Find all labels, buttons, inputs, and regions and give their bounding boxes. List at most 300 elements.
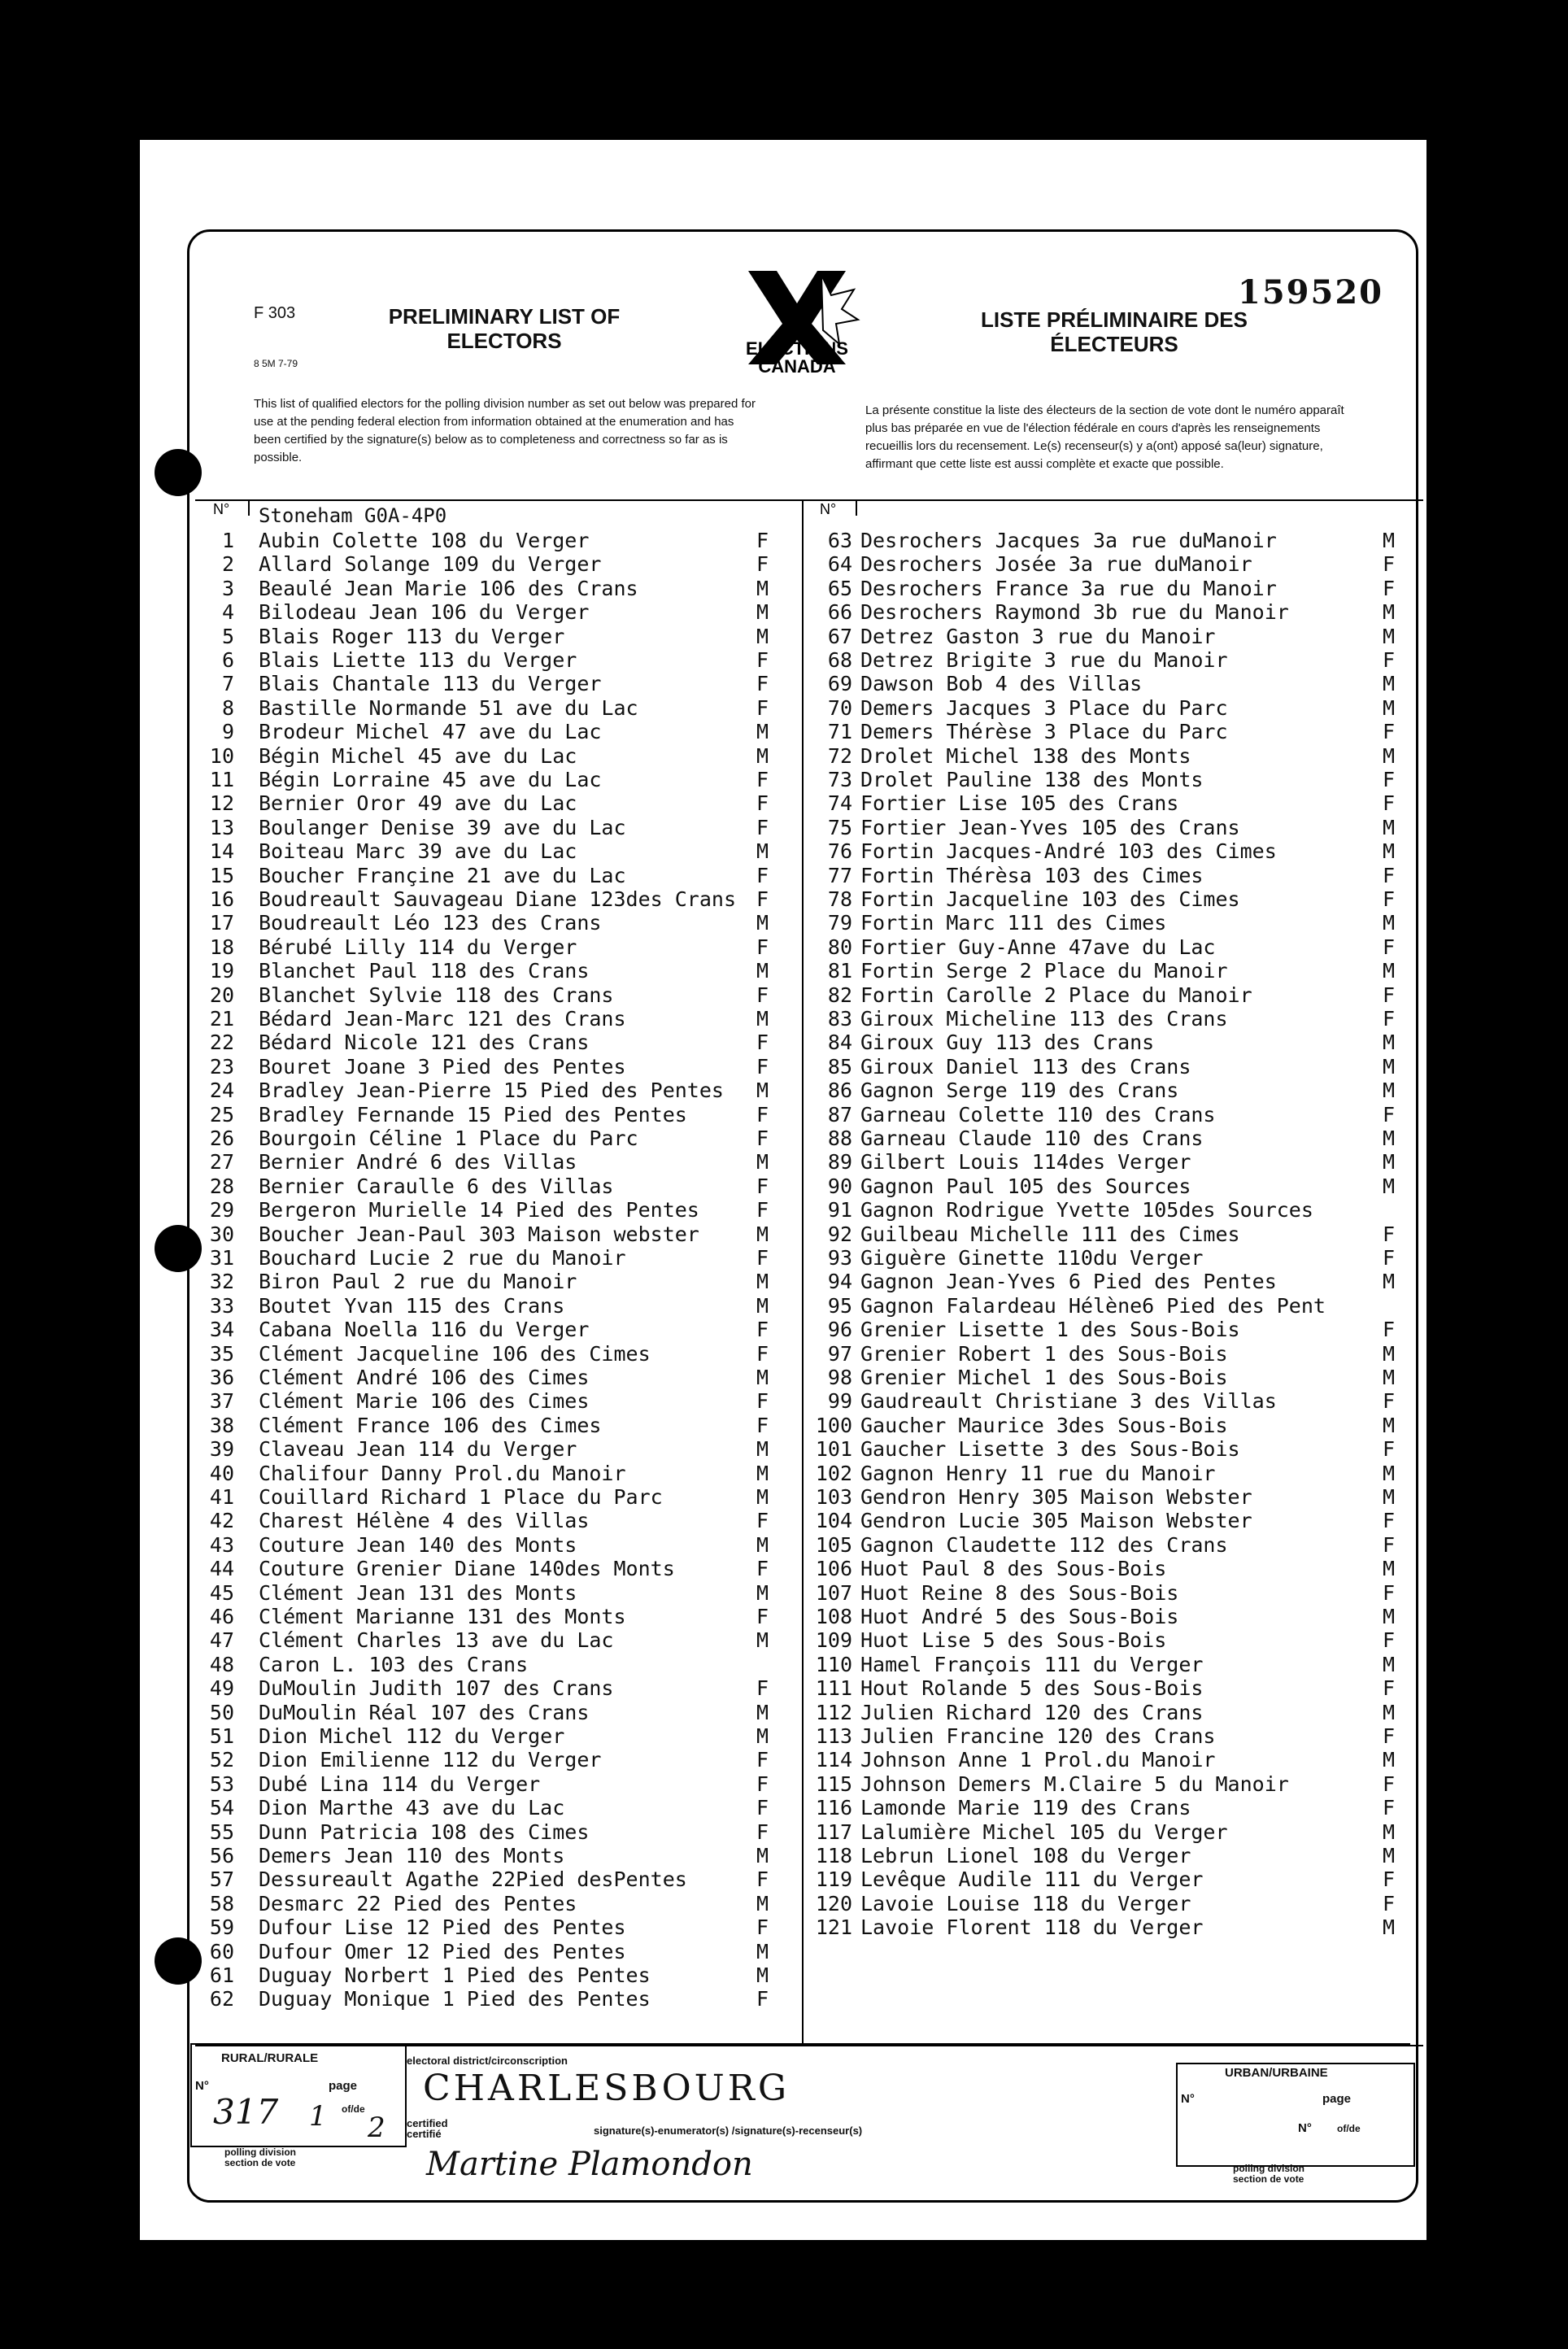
elector-name-address: Bastille Normande 51 ave du Lac xyxy=(259,695,638,720)
elector-number: 103 xyxy=(815,1485,852,1509)
elector-name-address: Fortier Jean-Yves 105 des Crans xyxy=(860,815,1240,839)
elector-number: 93 xyxy=(827,1246,852,1270)
elector-name-address: Julien Richard 120 des Crans xyxy=(860,1700,1204,1724)
elector-number: 49 xyxy=(209,1676,234,1701)
rural-of-label: of/de xyxy=(342,2103,365,2115)
elector-name-address: Lalumière Michel 105 du Verger xyxy=(860,1819,1228,1844)
elector-name-address: Desrochers Josée 3a rue duManoir xyxy=(860,552,1252,577)
elector-name-address: Bouret Joane 3 Pied des Pentes xyxy=(259,1054,626,1079)
elector-name-address: Giroux Daniel 113 des Crans xyxy=(860,1054,1191,1079)
elector-number: 10 xyxy=(209,743,234,768)
elector-sex: F xyxy=(1383,1891,1396,1915)
elector-number: 34 xyxy=(209,1318,234,1342)
signature-label: signature(s)-enumerator(s) /signature(s)-recenseur(s) xyxy=(594,2125,863,2137)
elector-number: 6 xyxy=(221,648,234,672)
elector-sex: M xyxy=(1383,1461,1396,1485)
elector-number: 76 xyxy=(827,839,852,864)
elector-name-address: Charest Hélène 4 des Villas xyxy=(259,1509,590,1533)
elector-number: 29 xyxy=(209,1198,234,1222)
elector-number: 121 xyxy=(815,1915,852,1940)
polling-division-label: polling division section de vote xyxy=(224,2146,296,2168)
elector-number: 63 xyxy=(827,529,852,552)
elector-number: 48 xyxy=(209,1652,234,1676)
elector-name-address: Desrochers France 3a rue du Manoir xyxy=(860,576,1277,600)
elector-name-address: Clément Charles 13 ave du Lac xyxy=(259,1628,614,1653)
elector-number: 31 xyxy=(209,1246,234,1270)
elector-sex: F xyxy=(1383,1724,1396,1748)
elector-number: 43 xyxy=(209,1532,234,1557)
elector-name-address: Guilbeau Michelle 111 des Cimes xyxy=(860,1222,1240,1246)
elector-name-address: Gendron Henry 305 Maison Webster xyxy=(860,1485,1252,1509)
elector-name-address: Garneau Colette 110 des Crans xyxy=(860,1102,1216,1127)
elector-sex: M xyxy=(756,1293,769,1318)
elector-name-address: Bouchard Lucie 2 rue du Manoir xyxy=(259,1246,626,1270)
elector-sex: F xyxy=(756,1915,769,1940)
elector-name-address: Drolet Pauline 138 des Monts xyxy=(860,768,1204,791)
elector-sex: F xyxy=(756,529,769,552)
elector-number: 82 xyxy=(827,983,852,1007)
elector-name-address: Detrez Gaston 3 rue du Manoir xyxy=(860,624,1216,648)
elector-name-address: Clément Jacqueline 106 des Cimes xyxy=(259,1341,651,1366)
elector-number: 75 xyxy=(827,815,852,839)
elector-name-address: Johnson Demers M.Claire 5 du Manoir xyxy=(860,1772,1289,1796)
elector-name-address: Lamonde Marie 119 des Crans xyxy=(860,1796,1191,1820)
title-french: LISTE PRÉLIMINAIRE DES ÉLECTEURS xyxy=(981,307,1248,356)
elector-number: 67 xyxy=(827,624,852,648)
elector-sex: M xyxy=(756,1963,769,1987)
elector-name-address: Johnson Anne 1 Prol.du Manoir xyxy=(860,1748,1216,1772)
place-heading: Stoneham G0A-4P0 xyxy=(259,504,447,527)
elector-name-address: Fortier Lise 105 des Crans xyxy=(860,791,1179,816)
elector-name-address: Blais Liette 113 du Verger xyxy=(259,648,577,672)
elector-sex: F xyxy=(1383,1437,1396,1462)
elector-name-address: Grenier Michel 1 des Sous-Bois xyxy=(860,1366,1228,1389)
elector-number: 47 xyxy=(209,1628,234,1653)
elector-sex: F xyxy=(756,1318,769,1342)
elector-sex: F xyxy=(1383,791,1396,816)
elector-number: 8 xyxy=(221,695,234,720)
elector-number: 86 xyxy=(827,1079,852,1103)
elector-sex: M xyxy=(1383,959,1396,983)
elector-sex: M xyxy=(1383,1150,1396,1174)
elector-number: 90 xyxy=(827,1174,852,1198)
elector-number: 33 xyxy=(209,1293,234,1318)
elector-number: 35 xyxy=(209,1341,234,1366)
elector-sex: F xyxy=(1383,1867,1396,1892)
elector-number: 1 xyxy=(221,529,234,552)
elector-sex: M xyxy=(1383,1748,1396,1772)
elector-name-address: Bergeron Murielle 14 Pied des Pentes xyxy=(259,1198,699,1222)
elector-name-address: Gaucher Lisette 3 des Sous-Bois xyxy=(860,1437,1240,1462)
elector-number: 71 xyxy=(827,720,852,744)
elector-name-address: Gagnon Falardeau Hélène6 Pied des Pent xyxy=(860,1293,1326,1318)
elector-number: 77 xyxy=(827,863,852,887)
elector-name-address: Huot Paul 8 des Sous-Bois xyxy=(860,1557,1167,1581)
elector-number: 37 xyxy=(209,1389,234,1414)
elector-number: 107 xyxy=(815,1580,852,1605)
elector-name-address: Dion Michel 112 du Verger xyxy=(259,1724,565,1748)
elector-name-address: Fortin Jacqueline 103 des Cimes xyxy=(860,887,1240,911)
elector-number: 64 xyxy=(827,552,852,577)
elector-number: 18 xyxy=(209,935,234,959)
elector-number: 19 xyxy=(209,959,234,983)
elector-sex: M xyxy=(1383,911,1396,935)
elector-number: 69 xyxy=(827,672,852,696)
elector-name-address: Gagnon Paul 105 des Sources xyxy=(860,1174,1191,1198)
elector-sex: M xyxy=(756,1844,769,1867)
elector-sex: F xyxy=(756,768,769,791)
urban-of-label: of/de xyxy=(1337,2123,1361,2134)
elector-name-address: Boudreault Sauvageau Diane 123des Crans xyxy=(259,887,736,911)
form-subcode: 8 5M 7-79 xyxy=(254,358,298,369)
elector-number: 36 xyxy=(209,1366,234,1389)
elector-number: 20 xyxy=(209,983,234,1007)
elector-sex: M xyxy=(1383,743,1396,768)
elector-number: 3 xyxy=(221,576,234,600)
elector-name-address: Biron Paul 2 rue du Manoir xyxy=(259,1270,577,1294)
elector-sex: F xyxy=(756,815,769,839)
elector-sex: M xyxy=(1383,1054,1396,1079)
elector-sex: M xyxy=(756,959,769,983)
elector-name-address: Fortin Thérèsa 103 des Cimes xyxy=(860,863,1204,887)
elector-sex: M xyxy=(1383,672,1396,696)
elector-number: 95 xyxy=(827,1293,852,1318)
elector-number: 119 xyxy=(815,1867,852,1892)
elector-sex: F xyxy=(756,1054,769,1079)
elector-sex: M xyxy=(756,1580,769,1605)
elector-sex: F xyxy=(1383,768,1396,791)
elector-name-address: Aubin Colette 108 du Verger xyxy=(259,529,590,552)
elector-number: 116 xyxy=(815,1796,852,1820)
elector-number: 41 xyxy=(209,1485,234,1509)
logo-text-2: CANADA xyxy=(758,356,836,377)
serial-number: 159520 xyxy=(1238,273,1383,312)
elector-sex: F xyxy=(1383,648,1396,672)
elector-name-address: Lebrun Lionel 108 du Verger xyxy=(860,1844,1191,1867)
elector-number: 15 xyxy=(209,863,234,887)
elector-sex: F xyxy=(756,983,769,1007)
elector-sex: F xyxy=(756,791,769,816)
elector-name-address: Boiteau Marc 39 ave du Lac xyxy=(259,839,577,864)
elector-name-address: Clément Jean 131 des Monts xyxy=(259,1580,577,1605)
elector-name-address: Gagnon Rodrigue Yvette 105des Sources xyxy=(860,1198,1313,1222)
elector-name-address: Blanchet Paul 118 des Crans xyxy=(259,959,590,983)
elector-number: 38 xyxy=(209,1413,234,1437)
elector-sex: M xyxy=(1383,600,1396,625)
elector-name-address: Cabana Noella 116 du Verger xyxy=(259,1318,590,1342)
elector-name-address: Boucher Jean-Paul 303 Maison webster xyxy=(259,1222,699,1246)
elector-number: 96 xyxy=(827,1318,852,1342)
elector-sex: M xyxy=(1383,1605,1396,1628)
elector-number: 22 xyxy=(209,1031,234,1055)
elector-sex: F xyxy=(1383,935,1396,959)
elector-sex: F xyxy=(1383,1772,1396,1796)
elector-sex: M xyxy=(1383,1819,1396,1844)
elector-name-address: Desrochers Jacques 3a rue duManoir xyxy=(860,529,1277,552)
elector-name-address: Gagnon Jean-Yves 6 Pied des Pentes xyxy=(860,1270,1277,1294)
elector-sex: M xyxy=(756,1270,769,1294)
elector-sex: M xyxy=(1383,1915,1396,1940)
elector-sex: F xyxy=(1383,720,1396,744)
certified-label: certified certifié xyxy=(407,2117,448,2140)
elector-name-address: Grenier Lisette 1 des Sous-Bois xyxy=(860,1318,1240,1342)
elector-name-address: Demers Jean 110 des Monts xyxy=(259,1844,565,1867)
elector-sex: F xyxy=(756,1341,769,1366)
elector-number: 7 xyxy=(221,672,234,696)
elector-name-address: Desrochers Raymond 3b rue du Manoir xyxy=(860,600,1289,625)
elector-number: 59 xyxy=(209,1915,234,1940)
elector-number: 74 xyxy=(827,791,852,816)
elector-sex: M xyxy=(756,1079,769,1103)
elector-number: 28 xyxy=(209,1174,234,1198)
elector-number: 24 xyxy=(209,1079,234,1103)
elector-name-address: Bégin Michel 45 ave du Lac xyxy=(259,743,577,768)
elector-sex: M xyxy=(1383,1174,1396,1198)
elector-sex: F xyxy=(756,1557,769,1581)
elector-name-address: Couture Jean 140 des Monts xyxy=(259,1532,577,1557)
elector-name-address: Blanchet Sylvie 118 des Crans xyxy=(259,983,614,1007)
elector-sex: F xyxy=(1383,1676,1396,1701)
elector-sex: F xyxy=(1383,1007,1396,1031)
elector-number: 66 xyxy=(827,600,852,625)
elector-sex: M xyxy=(756,1150,769,1174)
elector-name-address: Gagnon Henry 11 rue du Manoir xyxy=(860,1461,1216,1485)
elector-name-address: Grenier Robert 1 des Sous-Bois xyxy=(860,1341,1228,1366)
elector-name-address: Fortin Carolle 2 Place du Manoir xyxy=(860,983,1252,1007)
elector-number: 39 xyxy=(209,1437,234,1462)
elector-number: 55 xyxy=(209,1819,234,1844)
elector-sex: M xyxy=(756,911,769,935)
elector-sex: F xyxy=(1383,863,1396,887)
elector-name-address: Duguay Norbert 1 Pied des Pentes xyxy=(259,1963,651,1987)
elector-sex: F xyxy=(756,935,769,959)
elector-name-address: Blais Roger 113 du Verger xyxy=(259,624,565,648)
elector-sex: M xyxy=(756,624,769,648)
elector-number: 62 xyxy=(209,1987,234,2011)
elector-number: 25 xyxy=(209,1102,234,1127)
elector-number: 111 xyxy=(815,1676,852,1701)
elector-name-address: DuMoulin Réal 107 des Crans xyxy=(259,1700,590,1724)
elector-number: 99 xyxy=(827,1389,852,1414)
elector-name-address: Brodeur Michel 47 ave du Lac xyxy=(259,720,602,744)
elector-sex: M xyxy=(756,1700,769,1724)
elector-number: 100 xyxy=(815,1413,852,1437)
elector-sex: F xyxy=(756,695,769,720)
elector-name-address: Dion Marthe 43 ave du Lac xyxy=(259,1796,565,1820)
elector-sex: F xyxy=(756,1198,769,1222)
elector-sex: M xyxy=(756,1724,769,1748)
elector-name-address: Gilbert Louis 114des Verger xyxy=(860,1150,1191,1174)
elector-sex: M xyxy=(1383,1557,1396,1581)
elector-sex: F xyxy=(1383,1796,1396,1820)
elector-name-address: Dubé Lina 114 du Verger xyxy=(259,1772,541,1796)
elector-sex: M xyxy=(1383,529,1396,552)
intro-french: La présente constitue la liste des électeurs de la section de vote dont le numéro apparaît plus bas préparée en vue de l'élection fédérale en cours d'après les renseignements recueillis lors du recensement. Le(s) recenseur(s) y a(ont) apposé sa(leur) signature, affirmant que cette liste est aussi complète et exacte que possible. xyxy=(865,403,1344,471)
rural-label: RURAL/RURALE xyxy=(221,2051,319,2065)
elector-number: 89 xyxy=(827,1150,852,1174)
elector-sex: M xyxy=(756,1437,769,1462)
elector-sex: M xyxy=(756,1628,769,1653)
elector-sex: F xyxy=(756,1174,769,1198)
elector-name-address: Fortin Marc 111 des Cimes xyxy=(860,911,1167,935)
elector-number: 101 xyxy=(815,1437,852,1462)
elector-name-address: Caron L. 103 des Crans xyxy=(259,1652,529,1676)
elector-number: 12 xyxy=(209,791,234,816)
elector-sex: F xyxy=(756,1389,769,1414)
elector-sex: M xyxy=(756,720,769,744)
elector-number: 78 xyxy=(827,887,852,911)
elector-name-address: Boulanger Denise 39 ave du Lac xyxy=(259,815,626,839)
elector-sex: M xyxy=(756,1532,769,1557)
elector-number: 112 xyxy=(815,1700,852,1724)
title-english: PRELIMINARY LIST OF ELECTORS xyxy=(388,304,621,353)
elector-name-address: Dufour Omer 12 Pied des Pentes xyxy=(259,1939,626,1963)
elector-number: 73 xyxy=(827,768,852,791)
elector-name-address: Clément André 106 des Cimes xyxy=(259,1366,590,1389)
elector-sex: M xyxy=(1383,1844,1396,1867)
elector-number: 58 xyxy=(209,1891,234,1915)
elector-number: 113 xyxy=(815,1724,852,1748)
elector-sex: M xyxy=(1383,1079,1396,1103)
elector-name-address: Demers Thérèse 3 Place du Parc xyxy=(860,720,1228,744)
elector-name-address: Clément Marie 106 des Cimes xyxy=(259,1389,590,1414)
enumerator-signature: Martine Plamondon xyxy=(426,2146,753,2183)
elector-name-address: Bédard Jean-Marc 121 des Crans xyxy=(259,1007,626,1031)
polling-division-number: 317 xyxy=(213,2092,279,2132)
elector-number: 32 xyxy=(209,1270,234,1294)
elector-name-address: Giroux Micheline 113 des Crans xyxy=(860,1007,1228,1031)
elector-name-address: DuMoulin Judith 107 des Crans xyxy=(259,1676,614,1701)
elector-name-address: Bradley Fernande 15 Pied des Pentes xyxy=(259,1102,687,1127)
elector-name-address: Detrez Brigite 3 rue du Manoir xyxy=(860,648,1228,672)
elector-sex: M xyxy=(1383,1485,1396,1509)
elector-name-address: Gagnon Claudette 112 des Crans xyxy=(860,1532,1228,1557)
elector-name-address: Dion Emilienne 112 du Verger xyxy=(259,1748,602,1772)
form-code: F 303 xyxy=(254,304,296,322)
elector-sex: M xyxy=(756,743,769,768)
urban-polling-label: polling division section de vote xyxy=(1233,2163,1304,2185)
column-divider xyxy=(856,499,857,516)
district-label: electoral district/circonscription xyxy=(407,2055,568,2067)
elector-sex: F xyxy=(756,1987,769,2011)
elector-name-address: Couture Grenier Diane 140des Monts xyxy=(259,1557,675,1581)
elector-number: 87 xyxy=(827,1102,852,1127)
elector-sex: F xyxy=(1383,552,1396,577)
elector-number: 115 xyxy=(815,1772,852,1796)
elector-number: 11 xyxy=(209,768,234,791)
elector-number: 26 xyxy=(209,1127,234,1150)
elector-number: 106 xyxy=(815,1557,852,1581)
elector-sex: F xyxy=(1383,1628,1396,1653)
elector-name-address: Levêque Audile 111 du Verger xyxy=(860,1867,1204,1892)
elector-sex: F xyxy=(1383,1389,1396,1414)
elector-sex: F xyxy=(756,1819,769,1844)
elector-sex: F xyxy=(1383,1246,1396,1270)
elector-name-address: Garneau Claude 110 des Crans xyxy=(860,1127,1204,1150)
elector-name-address: Hout Rolande 5 des Sous-Bois xyxy=(860,1676,1204,1701)
elector-number: 21 xyxy=(209,1007,234,1031)
elector-name-address: Bernier Caraulle 6 des Villas xyxy=(259,1174,614,1198)
elector-name-address: Duguay Monique 1 Pied des Pentes xyxy=(259,1987,651,2011)
elector-name-address: Lavoie Florent 118 du Verger xyxy=(860,1915,1204,1940)
elector-name-address: Gaudreault Christiane 3 des Villas xyxy=(860,1389,1277,1414)
elector-name-address: Fortin Serge 2 Place du Manoir xyxy=(860,959,1228,983)
elector-number: 97 xyxy=(827,1341,852,1366)
elector-number: 80 xyxy=(827,935,852,959)
elector-name-address: Julien Francine 120 des Crans xyxy=(860,1724,1216,1748)
elector-number: 98 xyxy=(827,1366,852,1389)
elector-name-address: Demers Jacques 3 Place du Parc xyxy=(860,695,1228,720)
elector-name-address: Chalifour Danny Prol.du Manoir xyxy=(259,1461,626,1485)
elector-sex: F xyxy=(1383,576,1396,600)
elector-sex: M xyxy=(1383,815,1396,839)
elector-number: 17 xyxy=(209,911,234,935)
elector-sex: F xyxy=(756,1127,769,1150)
elector-sex: F xyxy=(1383,1580,1396,1605)
elector-sex: F xyxy=(756,552,769,577)
elector-number: 44 xyxy=(209,1557,234,1581)
elector-sex: M xyxy=(1383,1127,1396,1150)
elector-number: 27 xyxy=(209,1150,234,1174)
elector-number: 85 xyxy=(827,1054,852,1079)
elector-number: 94 xyxy=(827,1270,852,1294)
elector-number: 52 xyxy=(209,1748,234,1772)
elector-number: 70 xyxy=(827,695,852,720)
elector-name-address: Claveau Jean 114 du Verger xyxy=(259,1437,577,1462)
elector-name-address: Blais Chantale 113 du Verger xyxy=(259,672,602,696)
elector-sex: F xyxy=(1383,1102,1396,1127)
elector-number: 9 xyxy=(221,720,234,744)
elector-number: 118 xyxy=(815,1844,852,1867)
elector-number: 65 xyxy=(827,576,852,600)
elector-sex: F xyxy=(756,1031,769,1055)
elector-sex: M xyxy=(1383,1341,1396,1366)
elector-name-address: Bérubé Lilly 114 du Verger xyxy=(259,935,577,959)
elector-sex: F xyxy=(756,1605,769,1628)
elector-number: 2 xyxy=(221,552,234,577)
elector-name-address: Huot André 5 des Sous-Bois xyxy=(860,1605,1179,1628)
elector-name-address: Giroux Guy 113 des Crans xyxy=(860,1031,1155,1055)
elector-number: 108 xyxy=(815,1605,852,1628)
elector-name-address: Couillard Richard 1 Place du Parc xyxy=(259,1485,663,1509)
elector-sex: F xyxy=(756,887,769,911)
elector-name-address: Giguère Ginette 110du Verger xyxy=(860,1246,1204,1270)
elector-number: 91 xyxy=(827,1198,852,1222)
elector-number: 42 xyxy=(209,1509,234,1533)
elector-sex: M xyxy=(1383,1270,1396,1294)
urban-page-no-label: N° xyxy=(1298,2121,1312,2135)
elector-name-address: Clément Marianne 131 des Monts xyxy=(259,1605,626,1628)
elector-sex: F xyxy=(756,1748,769,1772)
elector-number: 53 xyxy=(209,1772,234,1796)
elector-number: 109 xyxy=(815,1628,852,1653)
elector-sex: F xyxy=(756,1676,769,1701)
rural-page-label: page xyxy=(329,2079,358,2093)
elector-number: 54 xyxy=(209,1796,234,1820)
elector-sex: M xyxy=(1383,1366,1396,1389)
elector-number: 16 xyxy=(209,887,234,911)
elector-name-address: Bernier Oror 49 ave du Lac xyxy=(259,791,577,816)
urban-no-label: N° xyxy=(1181,2092,1195,2106)
elector-number: 30 xyxy=(209,1222,234,1246)
elector-number: 84 xyxy=(827,1031,852,1055)
elector-name-address: Gagnon Serge 119 des Crans xyxy=(860,1079,1179,1103)
elector-sex: F xyxy=(756,1246,769,1270)
elector-name-address: Gaucher Maurice 3des Sous-Bois xyxy=(860,1413,1228,1437)
elector-sex: F xyxy=(756,1772,769,1796)
elector-sex: M xyxy=(1383,839,1396,864)
elector-number: 50 xyxy=(209,1700,234,1724)
